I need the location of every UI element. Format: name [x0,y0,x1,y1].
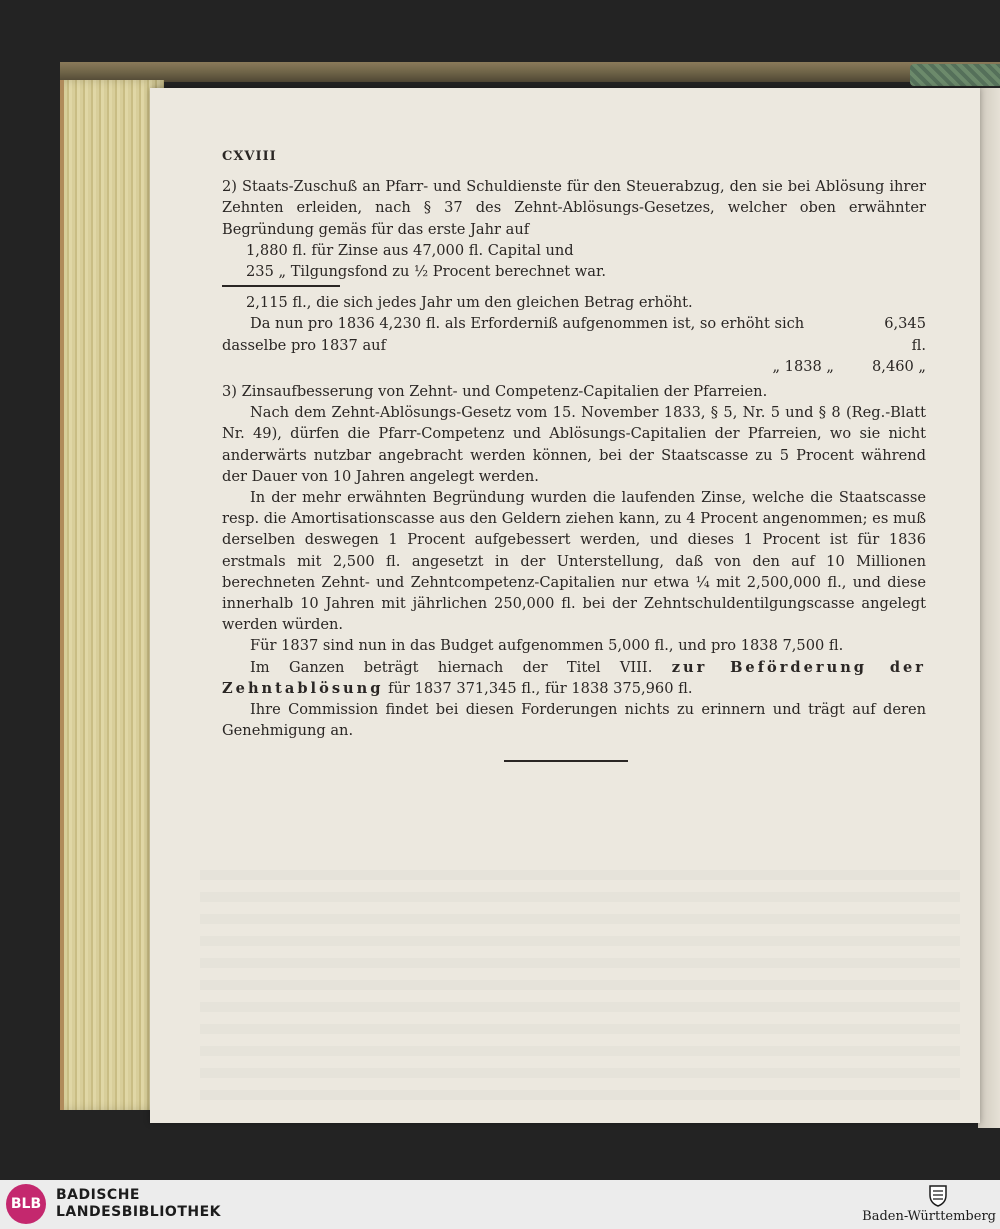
facing-page-edge [978,88,1000,1128]
item-2-line-5: 2,115 fl., die sich jedes Jahr um den gleichen Betrag erhöht. [246,294,693,312]
coat-of-arms-icon [927,1183,949,1207]
library-name-line-2: LANDESBIBLIOTHEK [56,1204,222,1220]
item-2-line-7-amount: 8,460 „ [872,357,926,375]
item-2-line-6-amount: 6,345 fl. [884,315,926,354]
footer-bar [0,1180,1000,1229]
blb-logo[interactable]: BLB [6,1184,46,1224]
library-name-line-1: BADISCHE [56,1187,140,1203]
page-number: CXVIII [222,149,277,164]
item-3-heading: 3) Zinsaufbesserung von Zehnt- und Competenz-Capitalien der Pfarreien. [222,383,768,401]
bookmark-ribbon [910,64,1000,86]
item-3-para-2: In der mehr erwähnten Begründung wurden die laufenden Zinse, welche die Staatscasse resp. die Amortisationscasse aus den Geldern ziehen kann, zu 4 Procent angenommen; es muß derselben deswegen 1 Procent aufgebessert werden, und dieses 1 Procent ist für 1836 erstmals mit 2,500 fl. angesetzt in der Unterstellung, daß von den auf 10 Millionen berechneten Zehnt- und Zehntcompetenz-Capitalien nur etwa ¼ mit 2,500,000 fl., und diese innerhalb 10 Jahren mit jährlichen 250,000 fl. bei der Zehntschuldentilgungscasse angelegt werden würden. [222,489,926,634]
page-stack-edge [64,80,164,1110]
item-2-line-7 [222,356,926,377]
sum-rule [222,285,340,287]
closing-rule [504,760,628,762]
item-3-para-1: Nach dem Zehnt-Ablösungs-Gesetz vom 15. November 1833, § 5, Nr. 5 und § 8 (Reg.-Blatt Nr. 49), dürfen die Pfarr-Competenz und Ablösungs-Capitalien der Pfarreien, wo sie nicht anderwärts nutzbar angebracht werden können, bei der Staatscasse zu 5 Procent während der Dauer von 10 Jahren angelegt werden. [222,404,926,485]
item-2-line-3: 1,880 fl. für Zinse aus 47,000 fl. Capital und [246,241,574,259]
item-3-para-4-post: für 1837 371,345 fl., für 1838 375,960 fl. [388,679,693,697]
page-content [222,146,926,741]
item-3-para-4-spaced: zur Beförderung der Zehntablösung [222,658,926,697]
item-2-text: 2) Staats-Zuschuß an Pfarr- und Schuldienste für den Steuerabzug, den sie bei Ablösung ihrer Zehnten erleiden, nach § 37 des Zehnt-Ablösungs-Gesetzes, welcher oben erwähnter Begründung gemäs für das erste Jahr auf [222,178,926,238]
item-3-para-4-pre: Im Ganzen beträgt hiernach der Titel VIII. [250,658,653,676]
item-3-para-5: Ihre Commission findet bei diesen Forderungen nichts zu erinnern und trägt auf deren Genehmigung an. [222,701,926,740]
item-2-line-7-year: „ 1838 „ [772,357,834,375]
item-3-para-3: Für 1837 sind nun in das Budget aufgenommen 5,000 fl., und pro 1838 7,500 fl. [250,637,844,655]
item-2-line-4: 235 „ Tilgungsfond zu ½ Procent berechnet war. [246,263,607,281]
region-name[interactable]: Baden-Württemberg [862,1209,996,1224]
book-top-edge [60,62,1000,82]
library-name[interactable] [56,1187,221,1221]
item-3-para-4 [222,657,926,699]
item-2-line-6 [222,313,926,355]
show-through-text [200,870,960,1110]
item-2-line-6-text: Da nun pro 1836 4,230 fl. als Erforderniß aufgenommen ist, so erhöht sich dasselbe pro 1837 auf [222,315,805,354]
